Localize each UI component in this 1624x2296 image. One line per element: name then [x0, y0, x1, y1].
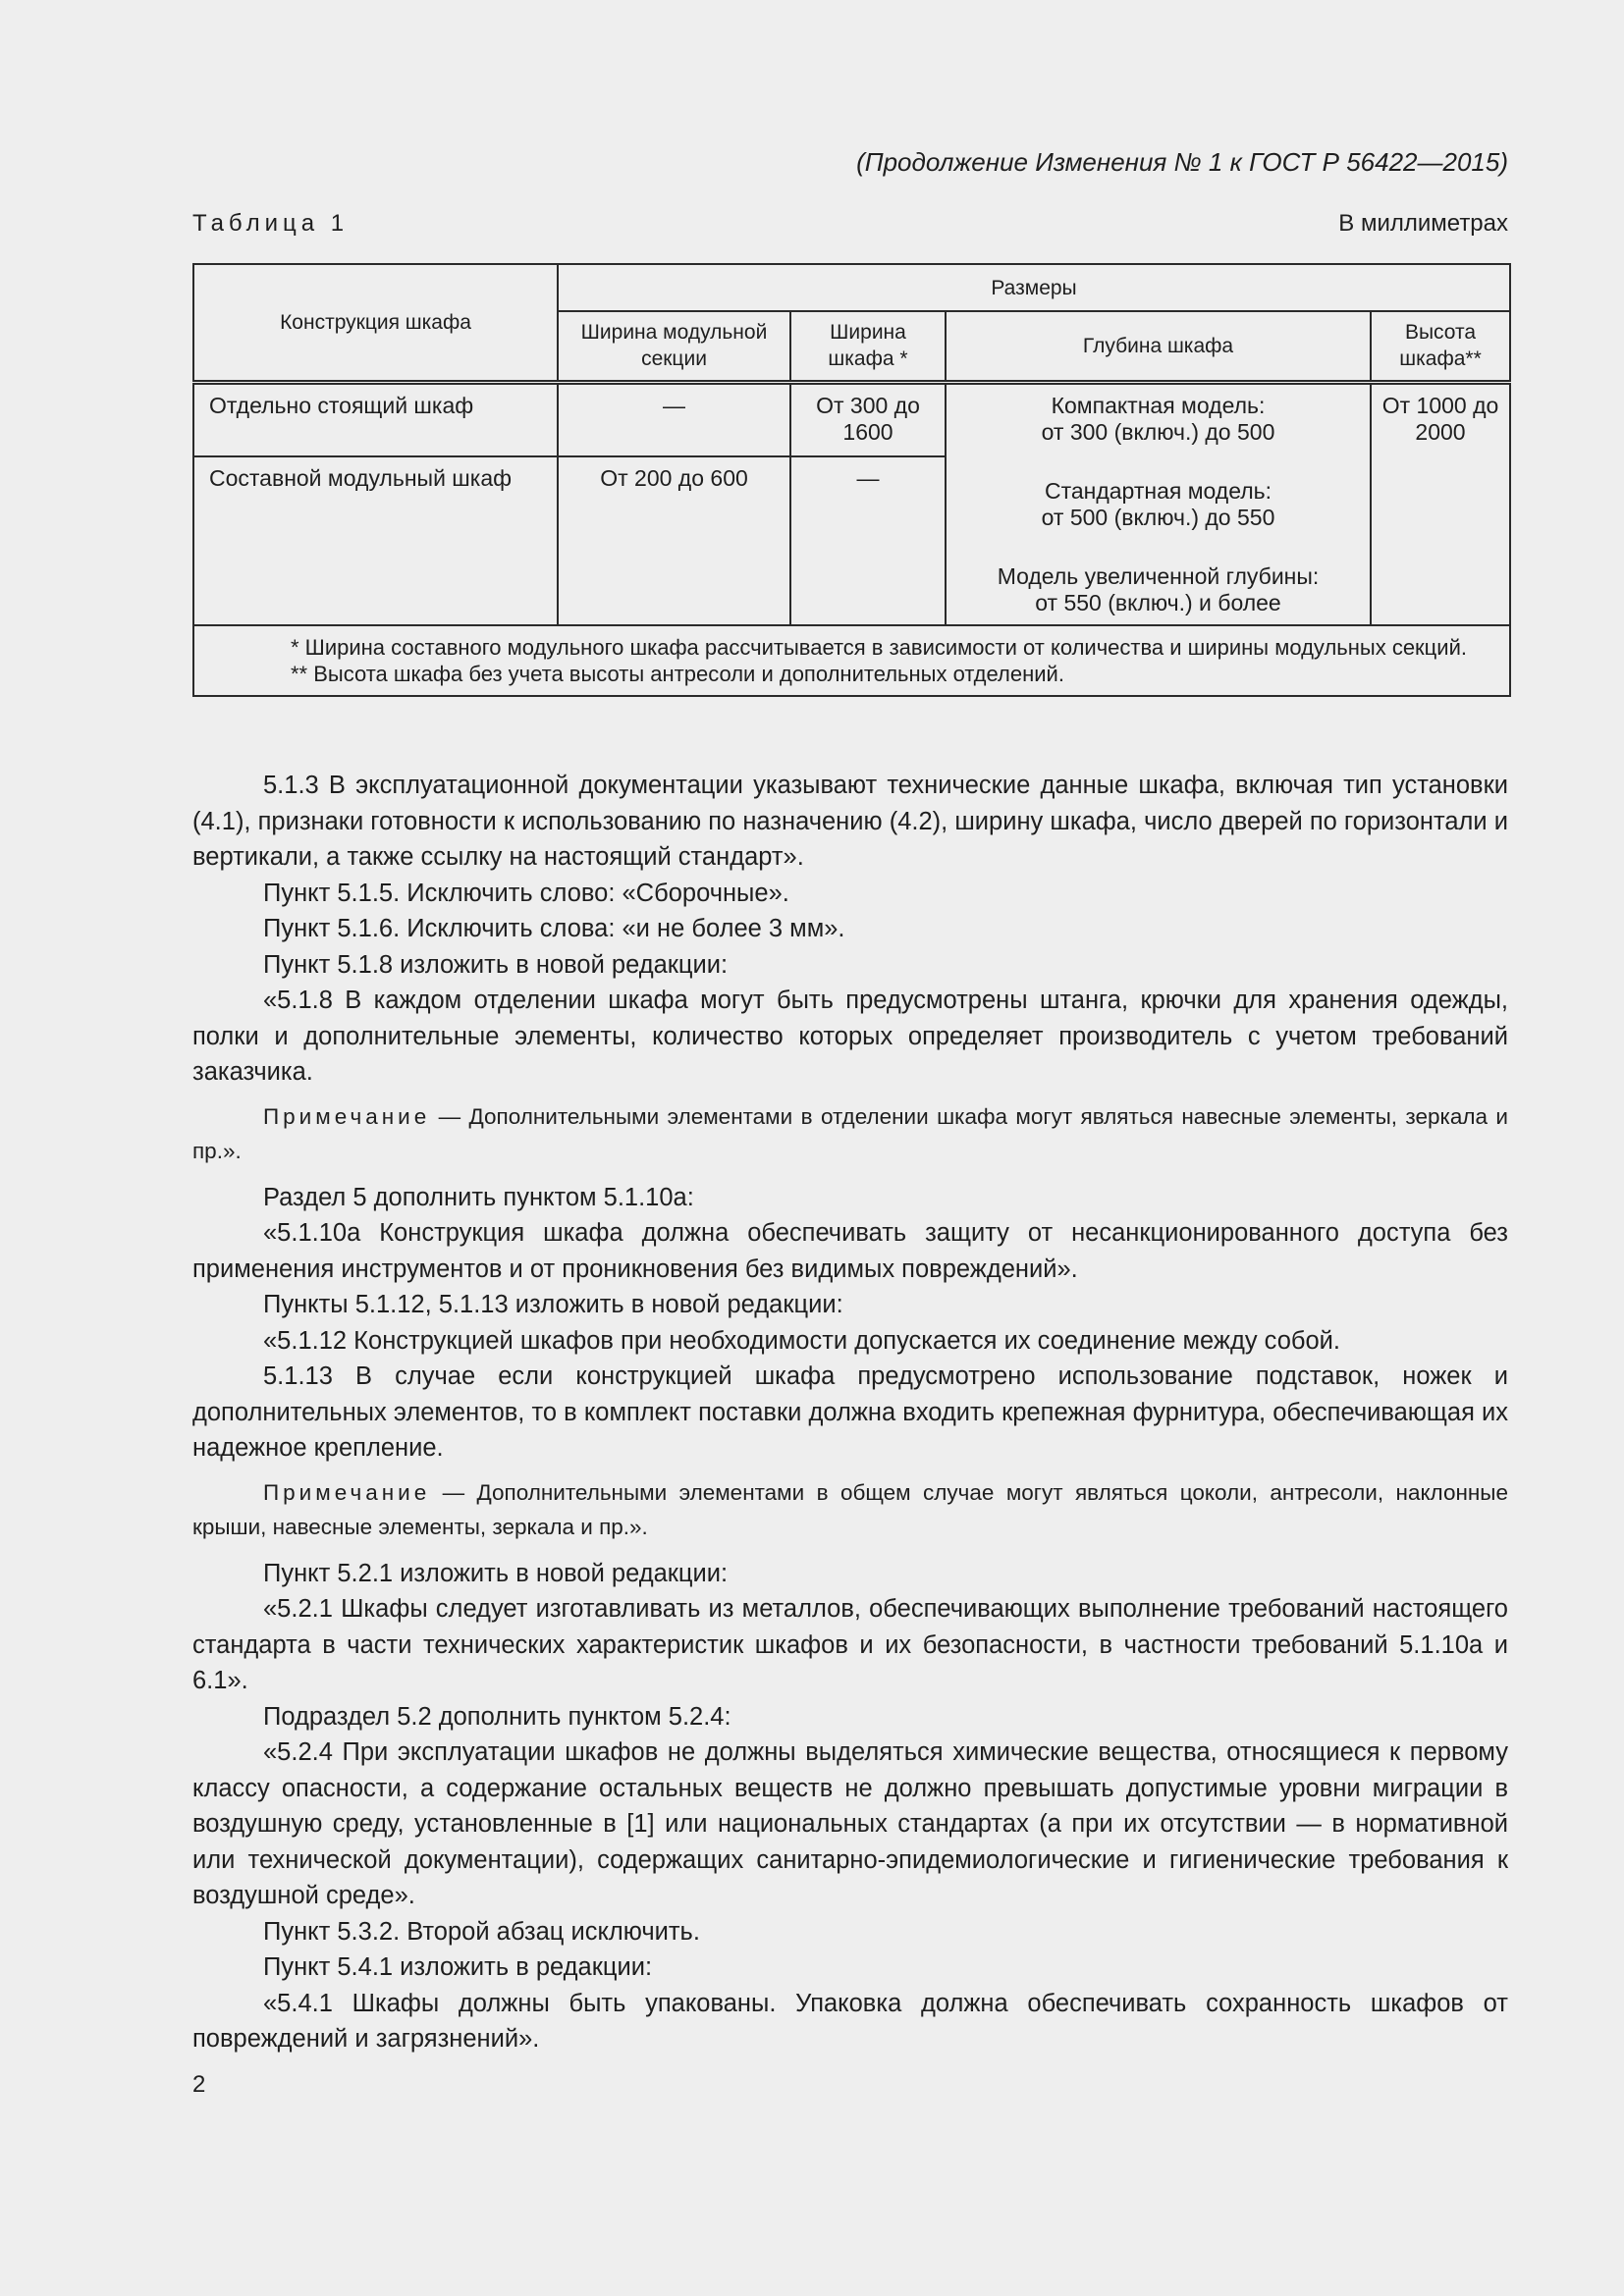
paragraph: 5.1.3 В эксплуатационной документации указывают технические данные шкафа, включая тип установки (4.1), признаки готовности к использованию по назначению (4.2), ширину шкафа, число дверей по горизонтали и вертикали, а также ссылку на настоящий стандарт». — [192, 772, 1508, 871]
header-depth: Глубина шкафа — [946, 311, 1371, 382]
paragraph: Пункты 5.1.12, 5.1.13 изложить в новой редакции: — [263, 1291, 843, 1318]
paragraph: Пункт 5.1.8 изложить в новой редакции: — [263, 950, 729, 979]
depth-deep-title: Модель увеличенной глубины: — [997, 562, 1320, 589]
table-note-width: * Ширина составного модульного шкафа рассчитывается в зависимости от количества и ширины модульных секций. — [291, 635, 1467, 660]
document-body — [192, 768, 1508, 2057]
header-sizes: Размеры — [558, 264, 1510, 311]
paragraph: Пункт 5.4.1 изложить в редакции: — [263, 1953, 653, 1981]
table-notes — [193, 625, 1510, 696]
header-construction: Конструкция шкафа — [193, 264, 558, 382]
table-label: Таблица 1 — [192, 210, 350, 237]
paragraph: Подраздел 5.2 дополнить пунктом 5.2.4: — [263, 1702, 731, 1731]
paragraph: Пункт 5.3.2. Второй абзац исключить. — [263, 1917, 700, 1946]
table-units: В миллиметрах — [1338, 210, 1508, 237]
table-header-row — [193, 264, 1510, 311]
paragraph: «5.2.1 Шкафы следует изготавливать из металлов, обеспечивающих выполнение требований настоящего стандарта в части технических характеристик шкафов и их безопасности, в частности требований 5.1.10а и 6.1». — [192, 1595, 1508, 1694]
depth-cell — [946, 382, 1371, 625]
depth-compact-value: от 300 (включ.) до 500 — [1041, 418, 1275, 445]
page-number: 2 — [192, 2071, 206, 2098]
height-cell: От 1000 до 2000 — [1371, 382, 1510, 625]
dimensions-table — [192, 263, 1511, 697]
paragraph: Пункт 5.1.5. Исключить слово: «Сборочные». — [263, 879, 789, 907]
paragraph: Пункт 5.2.1 изложить в новой редакции: — [263, 1559, 729, 1587]
table-caption-row — [192, 210, 1508, 238]
paragraph: «5.1.12 Конструкцией шкафов при необходимости допускается их соединение между собой. — [263, 1326, 1341, 1355]
table-row — [193, 382, 1510, 456]
note-paragraph — [192, 1475, 1508, 1544]
paragraph: «5.1.10а Конструкция шкафа должна обеспечивать защиту от несанкционированного доступа без применения инструментов и от проникновения без видимых повреждений». — [192, 1219, 1508, 1283]
row2-width: — — [790, 456, 946, 625]
paragraph: «5.2.4 При эксплуатации шкафов не должны выделяться химические вещества, относящиеся к первому классу опасности, а содержание остальных веществ не должно превышать допустимые уровни миграции в воздушную среду, установленные в [1] или национальных стандартах (а при их отсутствии — в нормативной или технической документации), содержащих санитарно-эпидемиологические и гигиенические требования к воздушной среде». — [192, 1738, 1508, 1909]
row1-module-width: — — [558, 382, 790, 456]
paragraph: Раздел 5 дополнить пунктом 5.1.10а: — [263, 1183, 694, 1211]
row1-width: От 300 до 1600 — [790, 382, 946, 456]
depth-standard-value: от 500 (включ.) до 550 — [1041, 504, 1275, 530]
header-height: Высота шкафа** — [1371, 311, 1510, 382]
row1-construction: Отдельно стоящий шкаф — [193, 382, 558, 456]
header-width: Ширина шкафа * — [790, 311, 946, 382]
row2-construction: Составной модульный шкаф — [193, 456, 558, 625]
paragraph: 5.1.13 В случае если конструкцией шкафа предусмотрено использование подставок, ножек и дополнительных элементов, то в комплект поставки должна входить крепежная фурнитура, обеспечивающая их надежное крепление. — [192, 1362, 1508, 1462]
paragraph: «5.4.1 Шкафы должны быть упакованы. Упаковка должна обеспечивать сохранность шкафов от повреждений и загрязнений». — [192, 1989, 1508, 2053]
note-label: Примечание — [263, 1103, 431, 1129]
note-text: — Дополнительными элементами в общем случае могут являться цоколи, антресоли, наклонные крыши, навесные элементы, зеркала и пр.». — [192, 1479, 1508, 1539]
table-notes-row — [193, 625, 1510, 696]
depth-standard-title: Стандартная модель: — [1044, 477, 1272, 504]
header-module-width: Ширина модульной секции — [558, 311, 790, 382]
depth-compact-title: Компактная модель: — [1051, 392, 1266, 418]
paragraph: «5.1.8 В каждом отделении шкафа могут быть предусмотрены штанга, крючки для хранения одежды, полки и дополнительные элементы, количество которых определяет производитель с учетом требований заказчика. — [192, 987, 1508, 1086]
note-paragraph — [192, 1099, 1508, 1168]
row2-module-width: От 200 до 600 — [558, 456, 790, 625]
paragraph: Пункт 5.1.6. Исключить слова: «и не более 3 мм». — [263, 915, 845, 942]
running-header: (Продолжение Изменения № 1 к ГОСТ Р 56422—2015) — [856, 147, 1508, 177]
note-label: Примечание — [263, 1479, 431, 1505]
depth-deep-value: от 550 (включ.) и более — [1035, 589, 1281, 615]
table-note-height: ** Высота шкафа без учета высоты антресоли и дополнительных отделений. — [291, 662, 1064, 686]
note-text: — Дополнительными элементами в отделении шкафа могут являться навесные элементы, зеркала и пр.». — [192, 1103, 1508, 1163]
